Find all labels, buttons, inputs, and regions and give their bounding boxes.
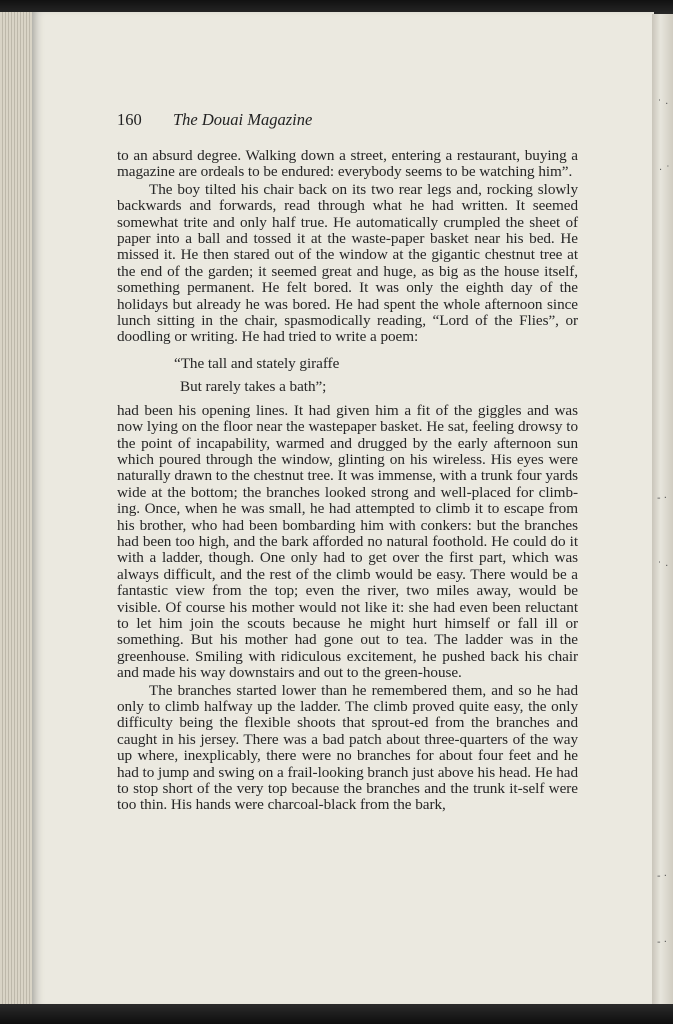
scan-border-bottom (0, 1004, 673, 1024)
verse-line: “The tall and stately giraffe (174, 354, 340, 372)
edge-mark: - · (657, 871, 667, 882)
paragraph: had been his opening lines. It had given him a fit of the giggles and was now lying on the floor near the wastepaper basket. He sat, feeling drowsy to the point of incapability, warmed and drugged by the early afternoon sun which poured through the window, glinting on his wireless. His eyes were naturally drawn to the chestnut tree. It was immense, with a trunk four yards wide at the bottom; the branches looked strong and well-placed for climb-ing. Once, when he was small, he had attempted to climb it to escape from his brother, who had been bombarding him with conkers: but the branches had been too high, and the bark afforded no natural foothold. He could do it with a ladder, though. One only had to get over the first part, which was always difficult, and the rest of the climb would be easy. There would be a fantastic view from the top; even the river, two miles away, would be visible. Of course his mother would not like it: she had even been reluctant to let him join the scouts because he might hurt himself or fall ill or something. But his mother had gone out to tea. The ladder was in the greenhouse. Smiling with ridiculous excitement, he pushed back his chair and made his way downstairs and out to the green-house. (117, 401, 578, 682)
publication-title: The Douai Magazine (173, 110, 313, 129)
edge-mark: · ˙ (659, 165, 671, 176)
paragraph-continued: to an absurd degree. Walking down a street, entering a restaurant, buying a magazine are ordeals to be endured: everybody seems to be watching him”. (117, 147, 578, 181)
page-fore-edge (652, 14, 673, 1006)
running-head (117, 110, 587, 130)
edge-mark: ˙ · (657, 561, 669, 572)
edge-mark: - · (657, 937, 667, 948)
paragraph: The branches started lower than he remembered them, and so he had only to climb halfway up the ladder. The climb proved quite easy, the only difficulty being the flexible shoots that sprout-ed from the branches and caught in his jersey. There was a bad patch about three-quarters of the way up where, inexplicably, there were no branches for about four feet and he had to jump and swing on a frail-looking branch just above his head. He had to stop short of the very top because the branches and the trunk it-self were too thin. His hands were charcoal-black from the bark, (117, 681, 578, 814)
paragraph: The boy tilted his chair back on its two rear legs and, rocking slowly backwards and forwards, read through what he had written. It seemed somewhat trite and only half true. He automatically crumpled the sheet of paper into a ball and tossed it at the waste-paper basket near his bed. He missed it. He then stared out of the window at the gigantic chestnut tree at the end of the garden; it seemed great and huge, as big as the house itself, something permanent. He felt bored. It was only the eighth day of the holidays but already he was bored. He had spent the whole afternoon since lunch sitting in the chair, spasmodically reading, “Lord of the Flies”, or doodling or writing. He had tried to write a poem: (117, 180, 578, 346)
page-number: 160 (117, 110, 142, 129)
body-text (117, 148, 578, 814)
verse-line: But rarely takes a bath”; (180, 378, 327, 396)
edge-mark: - · (657, 493, 667, 504)
edge-mark: ˙ · (657, 99, 669, 110)
